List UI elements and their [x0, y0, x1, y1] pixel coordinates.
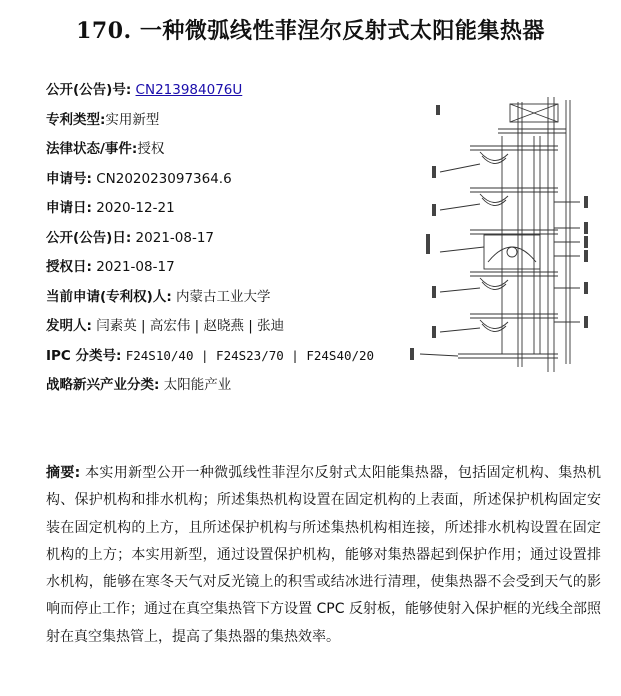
field-label: 当前申请(专利权)人: — [46, 288, 172, 305]
field-app-date — [46, 198, 406, 228]
field-value: CN202023097364.6 — [96, 170, 232, 187]
mirror-arc — [480, 194, 508, 203]
mirror-arc — [480, 278, 508, 287]
ref-number — [432, 286, 436, 298]
field-value: 闫素英 | 高宏伟 | 赵晓燕 | 张迪 — [96, 318, 285, 334]
ref-number — [584, 316, 588, 328]
ref-number — [584, 282, 588, 294]
vacuum-tube — [507, 247, 517, 257]
field-app-no — [46, 169, 406, 199]
ref-number — [584, 222, 588, 234]
ref-number — [432, 326, 436, 338]
field-label: IPC 分类号: — [46, 347, 122, 364]
field-label: 申请日: — [46, 200, 92, 216]
patent-fields — [46, 80, 406, 405]
field-value: 2021-08-17 — [96, 259, 175, 275]
field-label: 战略新兴产业分类: — [46, 377, 160, 393]
document-title: 170. 一种微弧线性菲涅尔反射式太阳能集热器 — [76, 18, 545, 44]
leader-line — [440, 164, 480, 172]
field-inventors — [46, 316, 406, 346]
field-value: 内蒙古工业大学 — [176, 288, 271, 305]
ref-number — [432, 166, 436, 178]
leader-line — [440, 247, 484, 252]
field-label: 公开(公告)号: — [46, 82, 132, 98]
field-label: 法律状态/事件: — [46, 141, 138, 157]
field-pub-no — [46, 80, 406, 110]
field-value: 授权 — [137, 141, 165, 157]
field-value: 太阳能产业 — [163, 377, 232, 393]
field-label: 发明人: — [46, 318, 92, 334]
field-value: F24S10/40 | F24S23/70 | F24S40/20 — [125, 347, 375, 363]
collector-box — [484, 235, 540, 269]
field-value: 2020-12-21 — [96, 200, 175, 216]
field-patent-type — [46, 110, 406, 140]
ref-number — [584, 236, 588, 248]
cpc-reflector — [488, 247, 536, 262]
field-label: 公开(公告)日: — [46, 229, 132, 246]
ref-number — [432, 204, 436, 216]
leader-line — [440, 328, 480, 332]
field-value: 2021-08-17 — [135, 229, 215, 246]
field-label: 申请号: — [46, 170, 92, 187]
field-legal-status — [46, 139, 406, 169]
patent-drawing — [398, 92, 594, 392]
field-label: 授权日: — [46, 259, 92, 275]
field-value: 实用新型 — [105, 111, 160, 128]
leader-line — [420, 354, 458, 356]
pub-no-link[interactable]: CN213984076U — [135, 82, 243, 98]
ref-number — [584, 250, 588, 262]
field-label: 专利类型: — [46, 111, 106, 128]
leader-line — [440, 204, 480, 210]
abstract-text: 本实用新型公开一种微弧线性菲涅尔反射式太阳能集热器，包括固定机构、集热机构、保护机构和排水机构；所述集热机构设置在固定机构的上表面，所述保护机构固定安装在固定机构的上方，且所述保护机构与所述集热机构相连接，所述排水机构设置在固定机构的上方；本实用新型，通过设置保护机构，能够对集热器起到保护作用；通过设置排水机构，能够在寒冬天气对反光镜上的积雪或结冰进行清理，使集热器不会受到天气的影响而停止工作；通过在真空集热管下方设置 CPC 反射板，能够使射入保护框的光线全部照射在真空集热管上，提高了集热器的集热效率。 — [46, 465, 601, 645]
ref-number — [584, 196, 588, 208]
field-applicant — [46, 287, 406, 317]
leader-line — [440, 288, 480, 292]
mirror-arc — [480, 152, 508, 161]
mirror-arc — [480, 320, 508, 329]
abstract-label: 摘要: — [46, 465, 81, 481]
ref-number — [426, 234, 430, 254]
ref-number — [436, 105, 440, 115]
field-grant-date — [46, 257, 406, 287]
field-pub-date — [46, 228, 406, 258]
field-ipc — [46, 346, 406, 376]
field-industry — [46, 375, 406, 405]
abstract — [46, 460, 601, 651]
ref-number — [410, 348, 414, 360]
